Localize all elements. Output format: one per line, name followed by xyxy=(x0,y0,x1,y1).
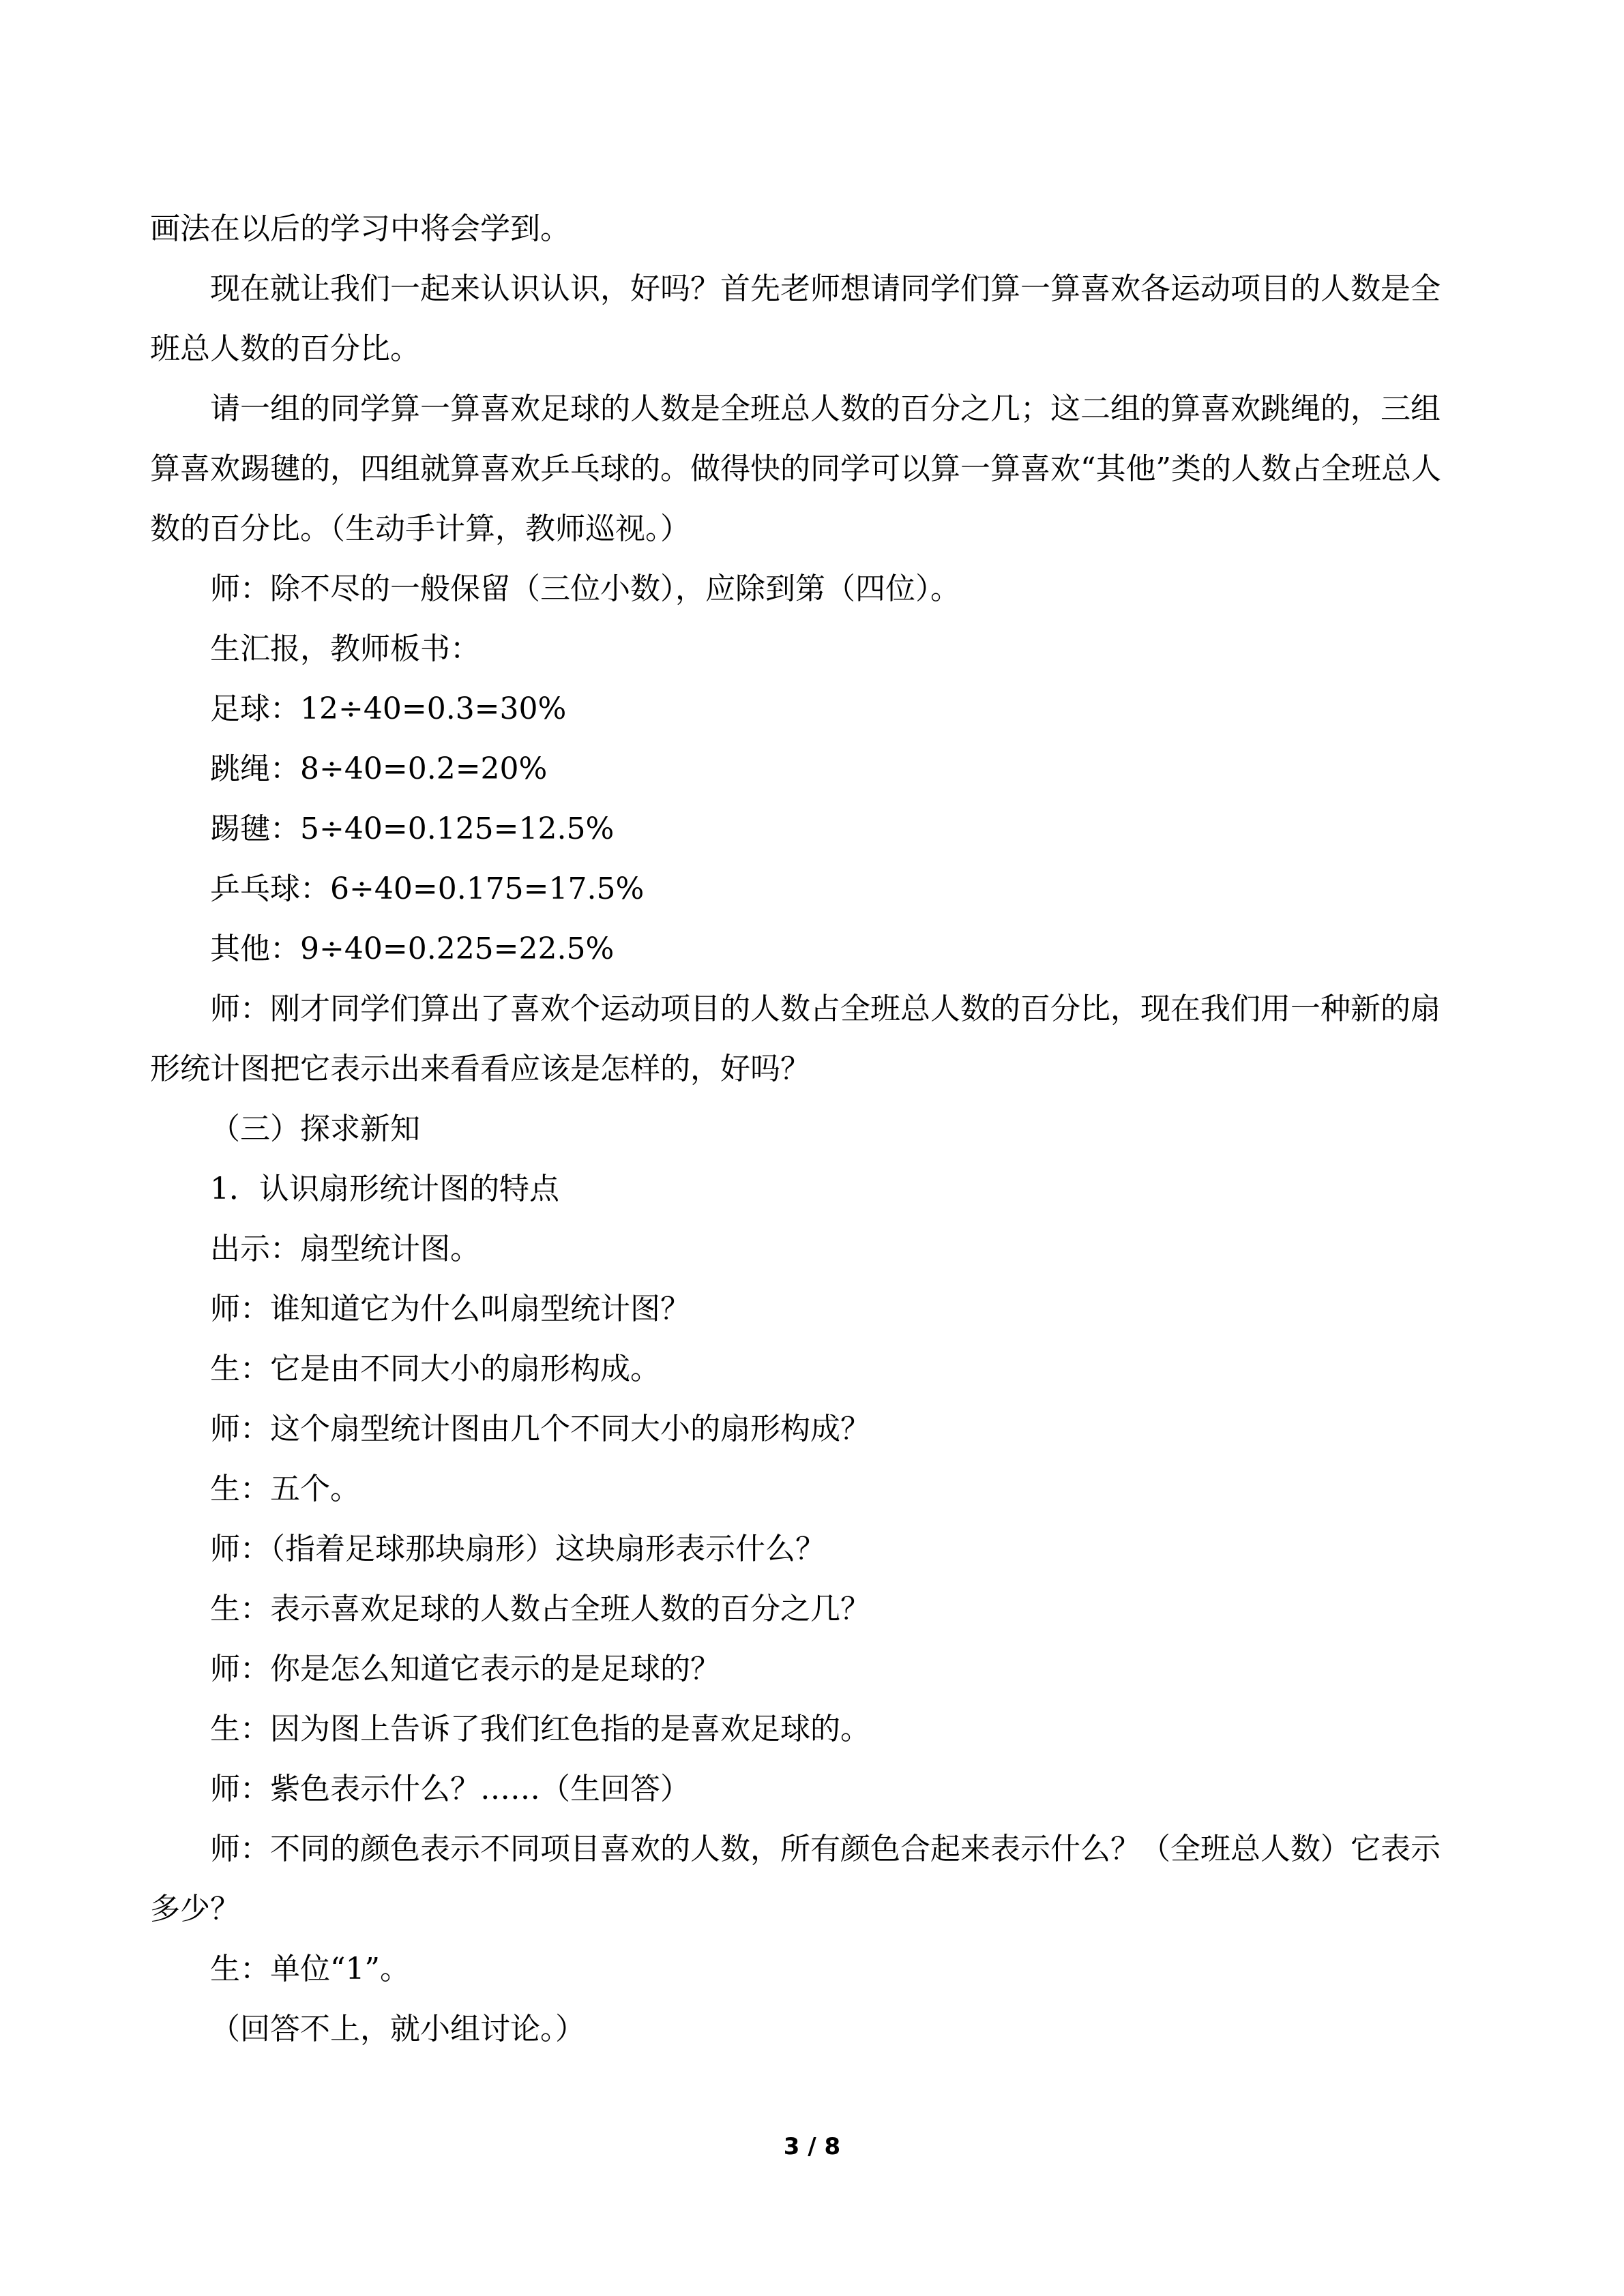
calculation-line: 其他：9÷40=0.225=22.5% xyxy=(210,931,615,966)
paragraph: 师：刚才同学们算出了喜欢个运动项目的人数占全班总人数的百分比，现在我们用一种新的扇形统计图把它表示出来看看应该是怎样的，好吗？ xyxy=(150,992,1441,1086)
dialogue-line: 生：五个。 xyxy=(210,1472,360,1506)
page-number: 3 / 8 xyxy=(783,2133,841,2160)
paragraph: 画法在以后的学习中将会学到。 xyxy=(150,211,570,246)
dialogue-line: 师：你是怎么知道它表示的是足球的？ xyxy=(210,1652,720,1686)
paragraph: 师：除不尽的一般保留（三位小数），应除到第（四位）。 xyxy=(210,571,960,606)
dialogue-line: 生：它是由不同大小的扇形构成。 xyxy=(210,1352,660,1386)
subsection-heading: 1．认识扇形统计图的特点 xyxy=(210,1172,559,1206)
dialogue-line: 师：紫色表示什么？……（生回答） xyxy=(210,1772,690,1806)
paragraph: 请一组的同学算一算喜欢足球的人数是全班总人数的百分之几；这二组的算喜欢跳绳的，三组算喜欢踢毽的，四组就算喜欢乒乓球的。做得快的同学可以算一算喜欢“其他”类的人数占全班总人数的百分比。（生动手计算，教师巡视。） xyxy=(150,391,1441,546)
dialogue-line: 师：不同的颜色表示不同项目喜欢的人数，所有颜色合起来表示什么？（全班总人数）它表示多少？ xyxy=(150,1832,1441,1926)
paragraph: （回答不上，就小组讨论。） xyxy=(210,2012,585,2046)
dialogue-line: 师：谁知道它为什么叫扇型统计图？ xyxy=(210,1292,690,1326)
calculation-line: 乒乓球：6÷40=0.175=17.5% xyxy=(210,871,645,906)
page-body xyxy=(150,199,1460,2059)
section-heading: （三）探求新知 xyxy=(210,1112,420,1146)
calculation-line: 踢毽：5÷40=0.125=12.5% xyxy=(210,811,615,846)
paragraph: 现在就让我们一起来认识认识，好吗？首先老师想请同学们算一算喜欢各运动项目的人数是全班总人数的百分比。 xyxy=(150,271,1441,366)
calculation-line: 跳绳：8÷40=0.2=20% xyxy=(210,751,548,786)
calculation-line: 足球：12÷40=0.3=30% xyxy=(210,691,567,726)
dialogue-line: 生：单位“1”。 xyxy=(210,1952,410,1986)
dialogue-line: 生：表示喜欢足球的人数占全班人数的百分之几？ xyxy=(210,1592,870,1626)
dialogue-line: 师：这个扇型统计图由几个不同大小的扇形构成？ xyxy=(210,1412,870,1446)
dialogue-line: 师：（指着足球那块扇形）这块扇形表示什么？ xyxy=(210,1532,825,1566)
dialogue-line: 生：因为图上告诉了我们红色指的是喜欢足球的。 xyxy=(210,1712,870,1746)
paragraph: 生汇报，教师板书： xyxy=(210,631,480,666)
paragraph: 出示：扇型统计图。 xyxy=(210,1232,480,1266)
